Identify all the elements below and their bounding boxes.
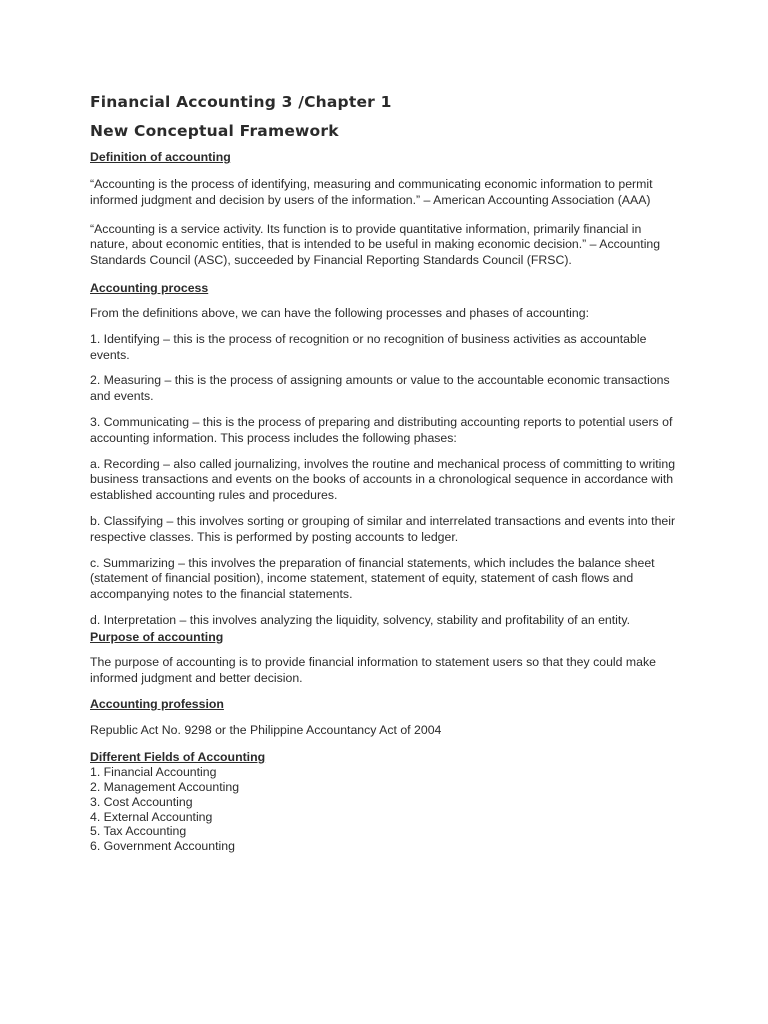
list-item: 4. External Accounting bbox=[90, 809, 213, 824]
paragraph: The purpose of accounting is to provide financial information to statement users so that they could make informed judgment and better decision. bbox=[90, 654, 656, 685]
process-section bbox=[90, 280, 680, 629]
fields-section bbox=[90, 749, 680, 854]
phase-item: c. Summarizing – this involves the preparation of financial statements, which includes the balance sheet (statement of financial position), income statement, statement of equity, statement of cash flows and accompanying notes to the financial statements. bbox=[90, 555, 655, 602]
purpose-section bbox=[90, 629, 680, 687]
phase-item: b. Classifying – this involves sorting or grouping of similar and interrelated transactions and events into their respective classes. This is performed by posting accounts to ledger. bbox=[90, 513, 676, 544]
fields-list bbox=[90, 765, 680, 854]
phase-item: a. Recording – also called journalizing, involves the routine and mechanical process of committing to writing business transactions and events on the books of accounts in a chronological sequence in accordance with established accounting rules and procedures. bbox=[90, 456, 676, 503]
section-heading: Accounting profession bbox=[90, 697, 224, 712]
process-item: 1. Identifying – this is the process of recognition or no recognition of business activities as accountable events. bbox=[90, 331, 647, 362]
phase-item: d. Interpretation – this involves analyzing the liquidity, solvency, stability and profitability of an entity. bbox=[90, 612, 630, 627]
paragraph: From the definitions above, we can have the following processes and phases of accounting: bbox=[90, 305, 590, 320]
list-item: 6. Government Accounting bbox=[90, 839, 235, 854]
document-page bbox=[90, 92, 680, 854]
document-title: Financial Accounting 3 /Chapter 1 bbox=[90, 93, 392, 111]
list-item: 1. Financial Accounting bbox=[90, 765, 217, 780]
section-heading: Different Fields of Accounting bbox=[90, 750, 266, 765]
section-heading: Definition of accounting bbox=[90, 150, 231, 164]
section-heading: Purpose of accounting bbox=[90, 629, 224, 644]
process-item: 3. Communicating – this is the process of preparing and distributing accounting reports to potential users of accounting information. This process includes the following phases: bbox=[90, 414, 673, 445]
section-heading: Accounting process bbox=[90, 280, 209, 295]
list-item: 3. Cost Accounting bbox=[90, 794, 193, 809]
paragraph: Republic Act No. 9298 or the Philippine Accountancy Act of 2004 bbox=[90, 723, 442, 738]
list-item: 5. Tax Accounting bbox=[90, 824, 187, 839]
paragraph: “Accounting is a service activity. Its function is to provide quantitative information, primarily financial in nature, about economic entities, that is intended to be useful in making economic decision.” – Accounting Standards Council (ASC), succeeded by Financial Reporting Standards Council (FRSC). bbox=[90, 221, 661, 268]
process-item: 2. Measuring – this is the process of assigning amounts or value to the accountable economic transactions and events. bbox=[90, 373, 670, 404]
paragraph: “Accounting is the process of identifying, measuring and communicating economic information to permit informed judgment and decision by users of the information.” – American Accounting Association (AAA) bbox=[90, 177, 653, 207]
definition-section bbox=[90, 149, 680, 269]
list-item: 2. Management Accounting bbox=[90, 779, 240, 794]
document-subtitle: New Conceptual Framework bbox=[90, 122, 339, 140]
profession-section bbox=[90, 696, 680, 739]
